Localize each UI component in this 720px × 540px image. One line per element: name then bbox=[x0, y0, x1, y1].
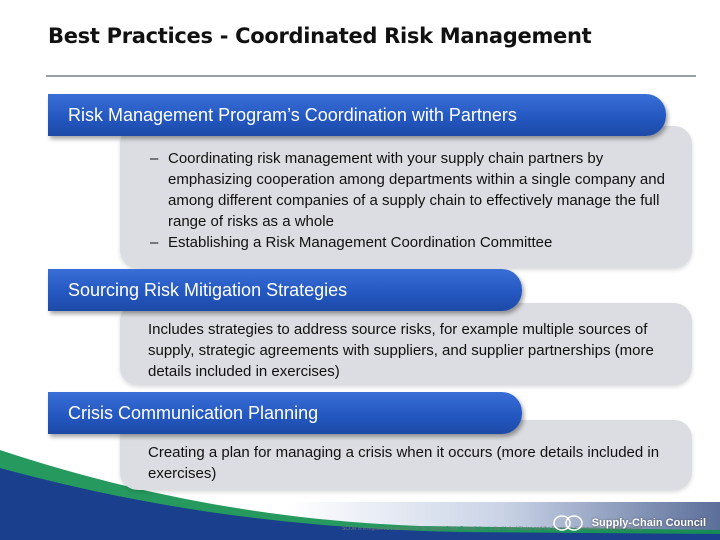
footer-legal-text: SCOR is a registered trademark of the Supply-Chain Council, Inc. in the United States and the European Community; all rights reserved. bbox=[342, 526, 644, 532]
bullet-dash: – bbox=[150, 234, 159, 251]
scor-logo-icon bbox=[552, 514, 588, 532]
section-1-content bbox=[120, 126, 692, 268]
section-1-bullet-2-text: Establishing a Risk Management Coordination Committee bbox=[168, 234, 553, 251]
section-1-bullet-1 bbox=[150, 148, 676, 232]
section-2-body: Includes strategies to address source risks, for example multiple sources of supply, strategic agreements with suppliers, and supplier partnerships (more details included in exercises) bbox=[148, 321, 654, 380]
section-1-heading: Risk Management Program’s Coordination with Partners bbox=[48, 94, 666, 136]
section-3-heading: Crisis Communication Planning bbox=[48, 392, 522, 434]
section-2-content bbox=[120, 303, 692, 385]
logo-text: Supply-Chain Council bbox=[591, 517, 706, 529]
section-2-heading: Sourcing Risk Mitigation Strategies bbox=[48, 269, 522, 311]
section-1-bullet-1-text: Coordinating risk management with your supply chain partners by emphasizing cooperation among departments within a single company and among different companies of a supply chain to effectively manage the full range of risks as a whole bbox=[168, 150, 665, 230]
section-3-body: Creating a plan for managing a crisis when it occurs (more details included in exercises) bbox=[148, 444, 660, 482]
slide-title: Best Practices - Coordinated Risk Management bbox=[48, 24, 592, 48]
bullet-dash: – bbox=[150, 150, 159, 167]
section-1-bullet-2 bbox=[150, 232, 676, 253]
supply-chain-council-logo bbox=[552, 514, 706, 532]
title-divider bbox=[46, 75, 696, 77]
